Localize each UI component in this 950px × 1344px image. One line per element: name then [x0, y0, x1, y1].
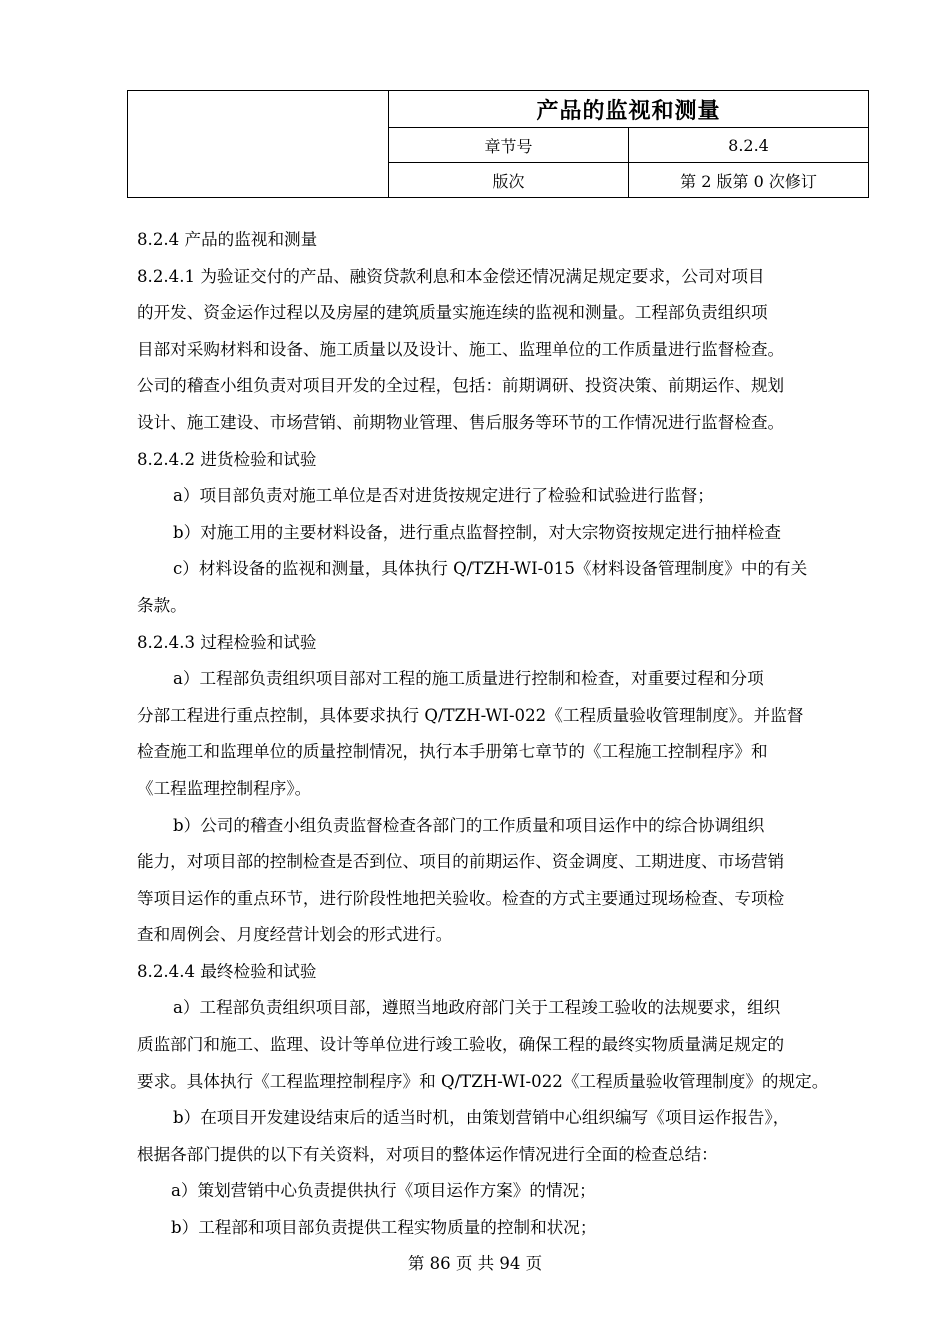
paragraph-line: 分部工程进行重点控制，具体要求执行 Q/TZH-WI-022《工程质量验收管理制度》。并监督	[137, 705, 804, 725]
paragraph-line: 公司的稽查小组负责对项目开发的全过程，包括：前期调研、投资决策、前期运作、规划	[137, 376, 785, 396]
list-item: b）对施工用的主要材料设备，进行重点监督控制，对大宗物资按规定进行抽样检查	[173, 522, 781, 542]
paragraph-line: 根据各部门提供的以下有关资料，对项目的整体运作情况进行全面的检查总结：	[137, 1144, 718, 1164]
page-footer: 第 86 页 共 94 页	[407, 1254, 543, 1273]
paragraph-line: 8.2.4.1 为验证交付的产品、融资贷款利息和本金偿还情况满足规定要求，公司对项目	[137, 266, 765, 286]
paragraph-line: 条款。	[137, 595, 187, 615]
paragraph-line: 查和周例会、月度经营计划会的形式进行。	[137, 925, 453, 945]
paragraph-line: 设计、施工建设、市场营销、前期物业管理、售后服务等环节的工作情况进行监督检查。	[137, 412, 785, 432]
paragraph-line: 《工程监理控制程序》。	[137, 778, 312, 798]
paragraph-line: 能力，对项目部的控制检查是否到位、项目的前期运作、资金调度、工期进度、市场营销	[137, 852, 785, 872]
list-item: a）工程部负责组织项目部，遵照当地政府部门关于工程竣工验收的法规要求，组织	[173, 998, 781, 1018]
paragraph-line: 的开发、资金运作过程以及房屋的建筑质量实施连续的监视和测量。工程部负责组织项	[137, 303, 768, 323]
document-body	[137, 222, 872, 1247]
section-heading: 8.2.4 产品的监视和测量	[137, 230, 318, 249]
list-item: a）项目部负责对施工单位是否对进货按规定进行了检验和试验进行监督；	[173, 486, 714, 506]
subsection-heading: 8.2.4.3 过程检验和试验	[137, 632, 317, 652]
section-number-value: 8.2.4	[629, 128, 869, 163]
subsection-heading: 8.2.4.4 最终检验和试验	[137, 961, 317, 981]
section-number-label: 章节号	[389, 128, 629, 163]
paragraph-line: 检查施工和监理单位的质量控制情况，执行本手册第七章节的《工程施工控制程序》和	[137, 742, 768, 762]
subsection-heading: 8.2.4.2 进货检验和试验	[137, 449, 317, 469]
document-title: 产品的监视和测量	[389, 91, 869, 128]
logo-cell	[128, 91, 389, 198]
list-item: c）材料设备的监视和测量，具体执行 Q/TZH-WI-015《材料设备管理制度》中的有关	[173, 559, 808, 579]
version-value: 第 2 版第 0 次修订	[629, 163, 869, 198]
list-item: b）公司的稽查小组负责监督检查各部门的工作质量和项目运作中的综合协调组织	[173, 815, 765, 835]
paragraph-line: 质监部门和施工、监理、设计等单位进行竣工验收，确保工程的最终实物质量满足规定的	[137, 1035, 785, 1055]
paragraph-line: 等项目运作的重点环节，进行阶段性地把关验收。检查的方式主要通过现场检查、专项检	[137, 888, 785, 908]
list-item: a）策划营销中心负责提供执行《项目运作方案》的情况；	[171, 1181, 596, 1201]
header-table	[127, 90, 869, 198]
list-item: a）工程部负责组织项目部对工程的施工质量进行控制和检查，对重要过程和分项	[173, 669, 764, 689]
version-label: 版次	[389, 163, 629, 198]
paragraph-line: 目部对采购材料和设备、施工质量以及设计、施工、监理单位的工作质量进行监督检查。	[137, 339, 785, 359]
list-item: b）工程部和项目部负责提供工程实物质量的控制和状况；	[171, 1218, 597, 1238]
paragraph-line: 要求。具体执行《工程监理控制程序》和 Q/TZH-WI-022《工程质量验收管理制度》的规定。	[137, 1071, 829, 1091]
list-item: b）在项目开发建设结束后的适当时机，由策划营销中心组织编写《项目运作报告》，	[173, 1108, 790, 1128]
